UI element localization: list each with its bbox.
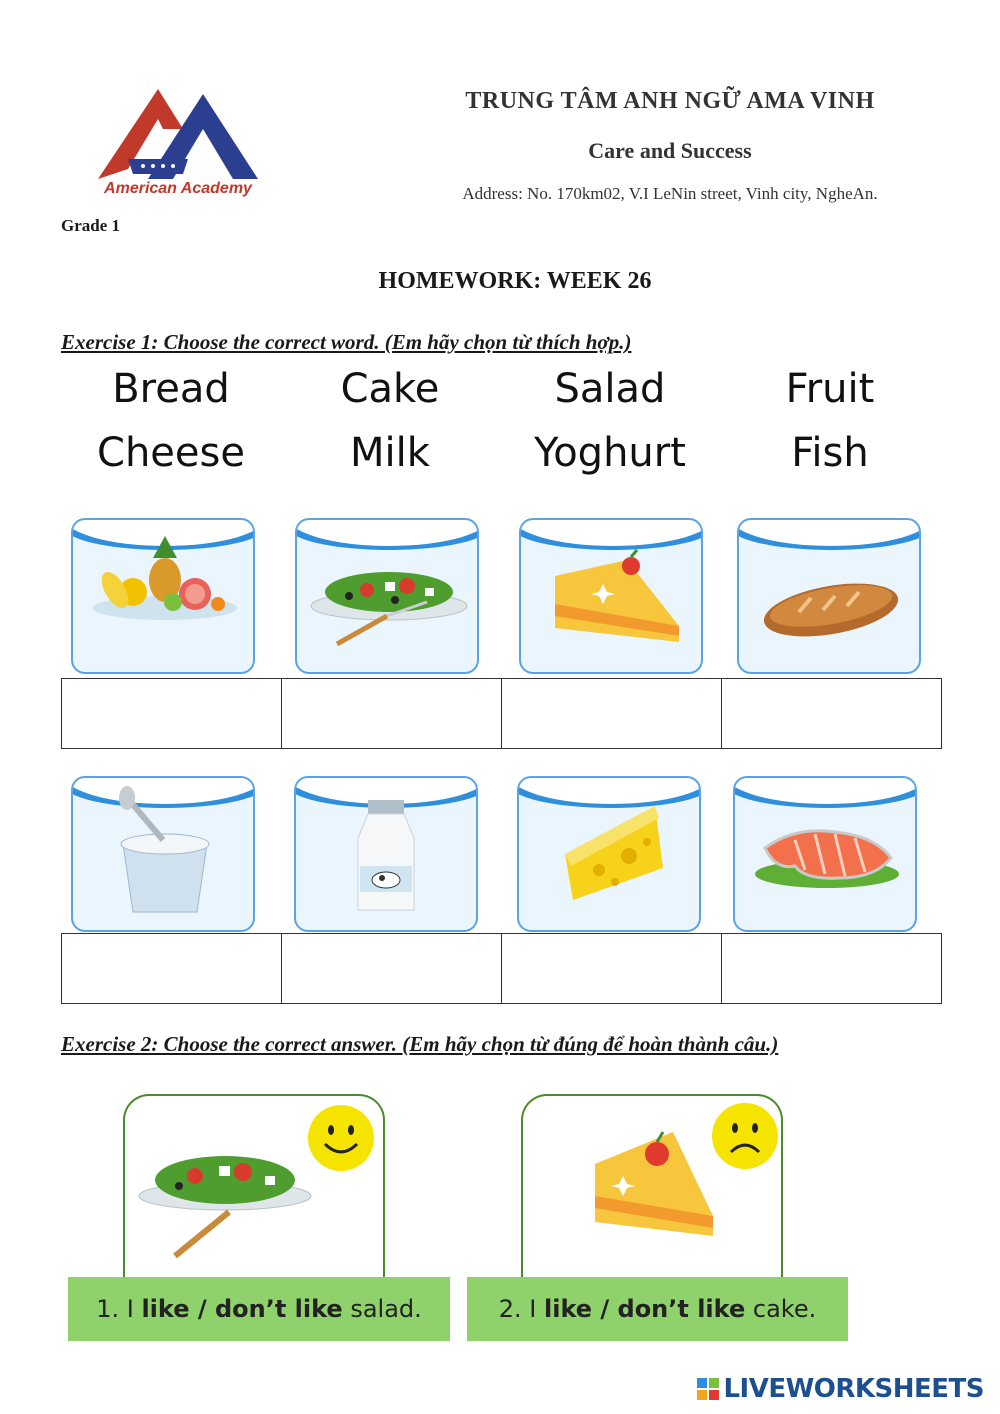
answer-cell[interactable]: [282, 679, 502, 749]
fish-icon: [735, 778, 917, 932]
answer-input-6[interactable]: [282, 934, 501, 1003]
answer-cell[interactable]: [722, 679, 942, 749]
salad-icon: [297, 520, 479, 674]
sad-face-icon: [711, 1102, 779, 1170]
slogan: Care and Success: [588, 138, 752, 163]
sentence-2: [467, 1277, 848, 1341]
sentence-1-number: 1. I: [96, 1295, 142, 1323]
answer-table-row2: [61, 933, 942, 1004]
answer-input-3[interactable]: [502, 679, 721, 748]
word-salad: Salad: [554, 366, 666, 412]
word-cake: Cake: [340, 366, 440, 412]
answer-cell[interactable]: [502, 934, 722, 1004]
answer-cell[interactable]: [722, 934, 942, 1004]
picture-card-salad: [295, 518, 479, 674]
exercise-2-picture-2: [521, 1094, 783, 1284]
picture-card-milk: [294, 776, 478, 932]
picture-card-cake: [519, 518, 703, 674]
picture-card-fish: [733, 776, 917, 932]
sentence-2-number: 2. I: [498, 1295, 544, 1323]
answer-cell[interactable]: [62, 679, 282, 749]
sentence-1-choice[interactable]: like / don’t like: [141, 1295, 343, 1323]
answer-input-7[interactable]: [502, 934, 721, 1003]
page-title: HOMEWORK: WEEK 26: [378, 268, 652, 294]
cheese-icon: [519, 778, 701, 932]
sentence-1-noun: salad.: [342, 1295, 422, 1323]
answer-input-5[interactable]: [62, 934, 281, 1003]
exercise-2-heading: Exercise 2: Choose the correct answer. (Em hãy chọn từ đúng để hoàn thành câu.): [61, 1032, 779, 1056]
grade-label: Grade 1: [61, 216, 121, 235]
answer-input-2[interactable]: [282, 679, 501, 748]
exercise-1-heading: Exercise 1: Choose the correct word. (Em hãy chọn từ thích hợp.): [61, 330, 632, 354]
milk-icon: [296, 778, 478, 932]
answer-input-4[interactable]: [722, 679, 941, 748]
school-name: TRUNG TÂM ANH NGỮ AMA VINH: [465, 88, 875, 114]
word-fish: Fish: [791, 430, 869, 476]
picture-card-yoghurt: [71, 776, 255, 932]
fruit-icon: [73, 520, 255, 674]
answer-cell[interactable]: [502, 679, 722, 749]
word-bread: Bread: [112, 366, 230, 412]
picture-card-cheese: [517, 776, 701, 932]
answer-cell[interactable]: [62, 934, 282, 1004]
answer-input-8[interactable]: [722, 934, 941, 1003]
bread-icon: [739, 520, 921, 674]
picture-card-fruit: [71, 518, 255, 674]
cake-icon: [521, 520, 703, 674]
smiley-face-icon: [307, 1104, 375, 1172]
answer-input-1[interactable]: [62, 679, 281, 748]
word-cheese: Cheese: [97, 430, 245, 476]
liveworksheets-brand: [697, 1374, 984, 1404]
sentence-1: [68, 1277, 450, 1341]
yoghurt-icon: [73, 778, 255, 932]
sentence-2-noun: cake.: [745, 1295, 817, 1323]
logo-text: American Academy: [104, 180, 252, 197]
answer-cell[interactable]: [282, 934, 502, 1004]
liveworksheets-logo-icon: [697, 1378, 719, 1400]
liveworksheets-text: LIVEWORKSHEETS: [723, 1374, 984, 1404]
sentence-2-choice[interactable]: like / don’t like: [543, 1295, 746, 1323]
word-fruit: Fruit: [785, 366, 875, 412]
word-yoghurt: Yoghurt: [534, 430, 686, 476]
answer-table-row1: [61, 678, 942, 749]
picture-card-bread: [737, 518, 921, 674]
address: Address: No. 170km02, V.I LeNin street, Vinh city, NgheAn.: [462, 184, 878, 203]
exercise-2-picture-1: [123, 1094, 385, 1284]
word-milk: Milk: [350, 430, 430, 476]
